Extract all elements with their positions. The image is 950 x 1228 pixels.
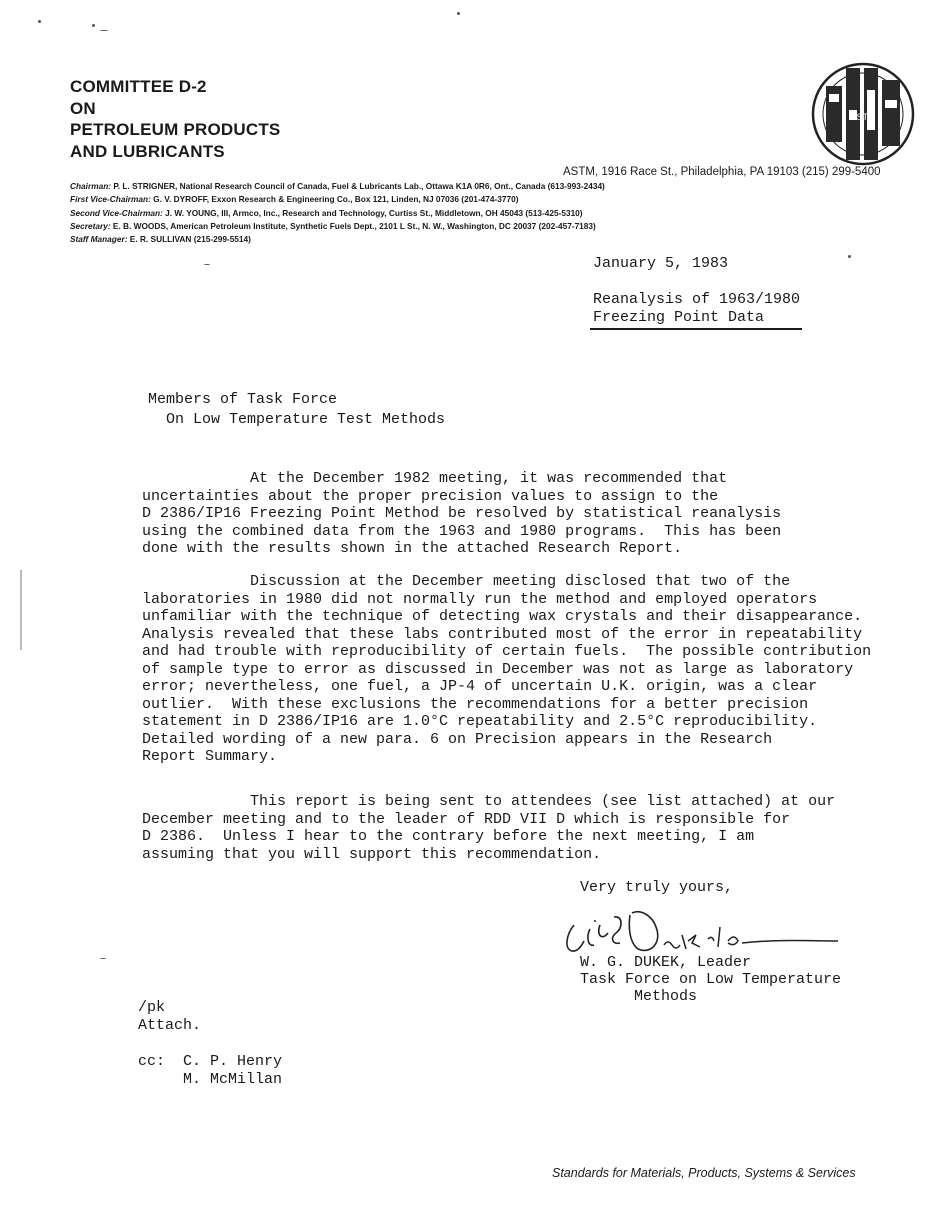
body-paragraph-2: Discussion at the December meeting disclosed that two of the laboratories in 1980 did not normally run the method and employed operators unfamiliar with the technique of detecting wax crystals and their disappearance. Analysis revealed that these labs contributed most of the error in repeatability and had trouble with reproducibility of certain fuels. The possible contribution of sample type to error as discussed in December was not as large as laboratory error; nevertheless, one fuel, a JP-4 of uncertain U.K. origin, was a clear outlier. With these exclusions the recommendations for a better precision statement in D 2386/IP16 are 1.0°C repeatability and 2.5°C reproducibility. Detailed wording of a new para. 6 on Precision appears in the Research Report Summary. bbox=[142, 573, 872, 765]
scan-speck bbox=[100, 30, 108, 31]
officer-role: Secretary: bbox=[70, 220, 111, 231]
officer-details: E. R. SULLIVAN (215-299-5514) bbox=[129, 234, 251, 245]
officer-details: J. W. YOUNG, III, Armco, Inc., Research and Technology, Curtiss St., Middletown, OH 45043 (513-425-5310) bbox=[165, 207, 583, 218]
officer-line bbox=[70, 193, 605, 206]
officer-line bbox=[70, 180, 605, 193]
committee-line: ON bbox=[70, 98, 96, 118]
astm-logo bbox=[808, 60, 918, 168]
committee-line: PETROLEUM PRODUCTS bbox=[70, 120, 281, 139]
committee-line: COMMITTEE D-2 bbox=[70, 77, 207, 96]
addressee bbox=[148, 390, 445, 430]
officer-details: P. L. STRIGNER, National Research Council of Canada, Fuel & Lubricants Lab., Ottawa K1A 0R6, Ont., Canada (613-993-2434) bbox=[113, 181, 605, 191]
addressee-line: Members of Task Force bbox=[148, 391, 338, 408]
officer-details: G. V. DYROFF, Exxon Research & Engineering Co., Box 121, Linden, NJ 07036 (201-474-3770) bbox=[153, 194, 519, 205]
logo-text: ASTM bbox=[850, 112, 876, 122]
committee-heading bbox=[70, 76, 280, 162]
officer-role: Chairman: bbox=[70, 181, 112, 191]
typist-initials: /pk Attach. bbox=[138, 999, 202, 1034]
scan-speck bbox=[38, 20, 41, 23]
scan-speck bbox=[848, 255, 851, 258]
closing: Very truly yours, bbox=[580, 879, 734, 896]
addressee-line: On Low Temperature Test Methods bbox=[148, 411, 446, 428]
subject-line: Reanalysis of 1963/1980 bbox=[593, 291, 801, 308]
body-paragraph-1: At the December 1982 meeting, it was recommended that uncertainties about the proper precision values to assign to the D 2386/IP16 Freezing Point Method be resolved by statistical reanalysis using the combined data from the 1963 and 1980 programs. This has been done with the results shown in the attached Research Report. bbox=[142, 470, 782, 557]
letter-date: January 5, 1983 bbox=[593, 255, 729, 272]
scan-speck bbox=[92, 24, 95, 27]
officer-role: First Vice-Chairman: bbox=[70, 194, 151, 205]
scan-speck bbox=[100, 958, 106, 959]
officer-line bbox=[70, 207, 605, 220]
cc-list: cc: C. P. Henry M. McMillan bbox=[138, 1053, 283, 1088]
officer-role: Staff Manager: bbox=[70, 234, 128, 245]
scan-margin-mark bbox=[20, 570, 22, 650]
scan-speck bbox=[457, 12, 460, 15]
committee-address: ASTM, 1916 Race St., Philadelphia, PA 19103 (215) 299-5400 bbox=[563, 166, 881, 178]
letter-subject bbox=[593, 291, 800, 327]
footer-tagline: Standards for Materials, Products, Systems & Services bbox=[552, 1166, 856, 1180]
subject-underline bbox=[590, 328, 802, 330]
scan-speck bbox=[204, 264, 210, 265]
body-paragraph-3: This report is being sent to attendees (see list attached) at our December meeting and to the leader of RDD VII D which is responsible for D 2386. Unless I hear to the contrary before the next meeting, I am assuming that you will support this recommendation. bbox=[142, 793, 836, 863]
officer-line bbox=[70, 233, 605, 246]
subject-line: Freezing Point Data bbox=[593, 309, 765, 326]
officer-role: Second Vice-Chairman: bbox=[70, 207, 163, 218]
signer-block: W. G. DUKEK, Leader Task Force on Low Temperature Methods bbox=[580, 954, 842, 1005]
committee-line: AND LUBRICANTS bbox=[70, 141, 225, 161]
officers-list bbox=[70, 180, 605, 246]
officer-details: E. B. WOODS, American Petroleum Institute, Synthetic Fuels Dept., 2101 L St., N. W., Washington, DC 20037 (202-457-7183) bbox=[112, 220, 596, 231]
officer-line bbox=[70, 220, 605, 233]
